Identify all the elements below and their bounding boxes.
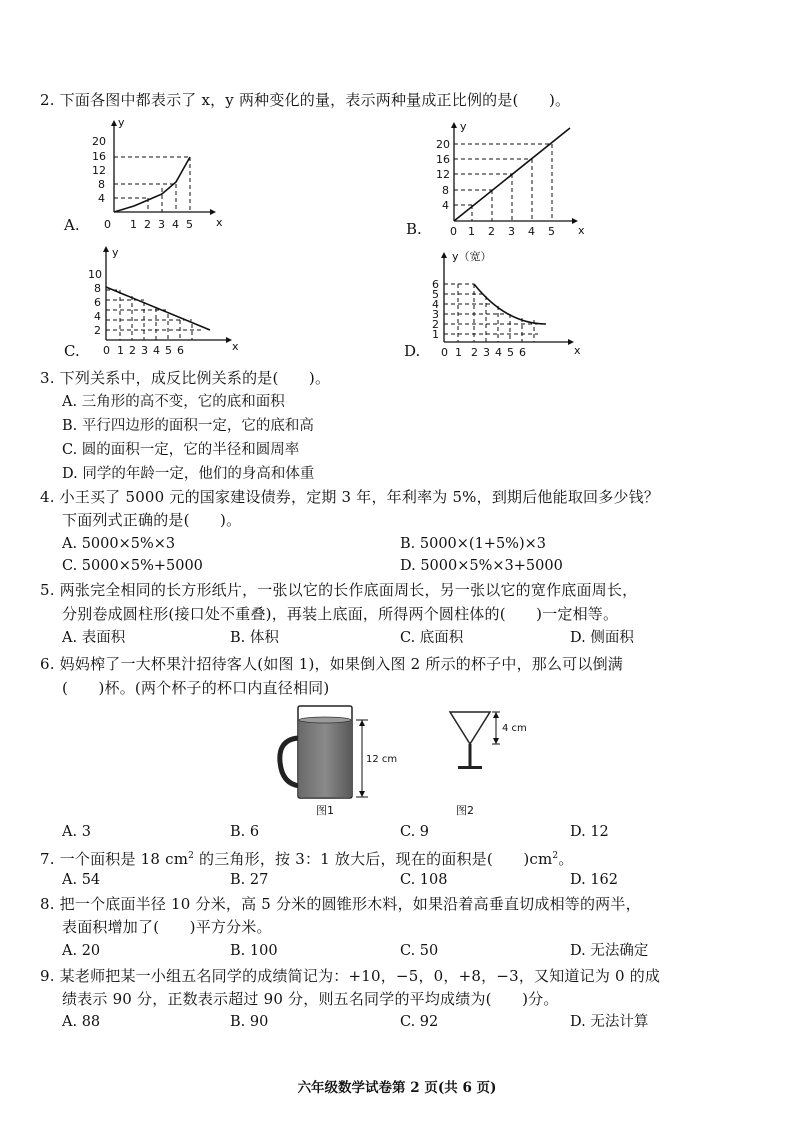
graph-d-xtick: 3	[483, 346, 490, 359]
graph-a	[90, 118, 230, 233]
q3-option-a: A. 三角形的高不变，它的底和面积	[62, 394, 285, 410]
graph-a-ytick: 16	[92, 150, 106, 163]
q7-option-a: A. 54	[62, 872, 101, 888]
graph-b-xtick: 5	[548, 225, 555, 238]
graph-c-xtick: 1	[117, 344, 124, 357]
graph-a-label: A.	[64, 216, 80, 234]
graph-d-xtick: 2	[471, 346, 478, 359]
graph-c-ytick: 4	[94, 310, 101, 323]
graph-d-ytick: 3	[432, 308, 439, 321]
q7-stem-part3: 。	[558, 850, 574, 868]
graph-d-xtick: 6	[519, 346, 526, 359]
graph-d-xtick: 5	[507, 346, 514, 359]
q9-stem-line2: 绩表示 90 分，正数表示超过 90 分，则五名同学的平均成绩为( )分。	[62, 990, 559, 1008]
graph-c-xname: x	[232, 340, 239, 353]
graph-b	[432, 118, 592, 238]
q8-stem-line2: 表面积增加了( )平方分米。	[62, 918, 272, 936]
q6-option-b: B. 6	[230, 824, 260, 840]
q4-option-b: B. 5000×(1+5%)×3	[400, 536, 546, 552]
graph-c-yname: y	[112, 246, 119, 259]
graph-d-ytick: 6	[432, 278, 439, 291]
graph-b-label: B.	[406, 220, 422, 238]
graph-c-xtick: 6	[177, 344, 184, 357]
q7-unit-superscript: 2	[188, 851, 195, 861]
q7-stem-part2: 的三角形，按 3：1 放大后，现在的面积是( )cm	[194, 850, 553, 868]
q7-stem-part1: 7. 一个面积是 18 cm	[40, 850, 189, 868]
graph-b-xtick: 0	[450, 225, 457, 238]
graph-c-ytick: 2	[94, 324, 101, 337]
q7-option-c: C. 108	[400, 872, 448, 888]
q5-option-d: D. 侧面积	[570, 630, 634, 646]
q4-option-a: A. 5000×5%×3	[62, 536, 176, 552]
q6-option-a: A. 3	[62, 824, 91, 840]
graph-c-xtick: 0	[103, 344, 110, 357]
q7-unit-superscript-2: 2	[552, 851, 559, 861]
figure-2-height: 4 cm	[502, 723, 527, 734]
q8-stem-line1: 8. 把一个底面半径 10 分米，高 5 分米的圆锥形木料，如果沿着高垂直切成相等的两半，	[40, 895, 641, 913]
graph-a-ytick: 20	[92, 135, 106, 148]
q5-stem-line2: 分别卷成圆柱形(接口处不重叠)，再装上底面，所得两个圆柱体的( )一定相等。	[62, 605, 619, 623]
graph-a-yname: y	[118, 116, 125, 129]
graph-a-xtick: 5	[186, 218, 193, 231]
graph-d	[428, 246, 588, 358]
q6-stem-line2: ( )杯。(两个杯子的杯口内直径相同)	[62, 679, 330, 697]
q8-option-b: B. 100	[230, 943, 278, 959]
q5-option-c: C. 底面积	[400, 630, 464, 646]
q8-option-c: C. 50	[400, 943, 439, 959]
graph-b-xtick: 4	[528, 225, 535, 238]
q3-option-d: D. 同学的年龄一定，他们的身高和体重	[62, 466, 315, 482]
q4-stem-line2: 下面列式正确的是( )。	[62, 511, 242, 529]
graph-d-ytick: 1	[432, 328, 439, 341]
graph-c-ytick: 10	[88, 268, 102, 281]
graph-c-xtick: 2	[129, 344, 136, 357]
graph-d-label: D.	[404, 342, 421, 360]
graph-b-ytick: 12	[436, 168, 450, 181]
graph-b-ytick: 20	[436, 138, 450, 151]
q6-option-d: D. 12	[570, 824, 609, 840]
q9-option-d: D. 无法计算	[570, 1014, 649, 1030]
graph-c-ytick: 8	[94, 282, 101, 295]
q7-option-b: B. 27	[230, 872, 269, 888]
q4-stem-line1: 4. 小王买了 5000 元的国家建设债券，定期 3 年，年利率为 5%，到期后他能取回多少钱？	[40, 488, 660, 506]
graph-d-ytick: 4	[432, 298, 439, 311]
graph-c-xtick: 4	[153, 344, 160, 357]
graph-d-xtick: 1	[455, 346, 462, 359]
figure-1-height: 12 cm	[366, 754, 398, 765]
graph-d-xtick: 0	[441, 346, 448, 359]
graph-d-yname: y（宽）	[452, 250, 492, 263]
graph-d-ytick: 5	[432, 288, 439, 301]
graph-a-xtick: 0	[104, 218, 111, 231]
graph-b-xname: x	[578, 224, 585, 237]
q5-stem-line1: 5. 两张完全相同的长方形纸片，一张以它的长作底面周长，另一张以它的宽作底面周长，	[40, 581, 638, 599]
q9-option-c: C. 92	[400, 1014, 439, 1030]
graph-c-xtick: 3	[141, 344, 148, 357]
graph-b-xtick: 3	[508, 225, 515, 238]
q3-option-b: B. 平行四边形的面积一定，它的底和高	[62, 418, 314, 434]
graph-a-xtick: 3	[158, 218, 165, 231]
graph-b-xtick: 2	[488, 225, 495, 238]
q8-option-a: A. 20	[62, 943, 101, 959]
q4-option-d: D. 5000×5%×3+5000	[400, 558, 563, 574]
figure-1-mug	[270, 700, 398, 820]
graph-d-ytick: 2	[432, 318, 439, 331]
q3-stem: 3. 下列关系中，成反比例关系的是( )。	[40, 369, 331, 387]
q8-option-d: D. 无法确定	[570, 943, 649, 959]
q4-option-c: C. 5000×5%+5000	[62, 558, 203, 574]
figure-2-glass	[440, 700, 550, 820]
graph-a-xtick: 4	[172, 218, 179, 231]
graph-c-ytick: 6	[94, 296, 101, 309]
q2-stem: 2. 下面各图中都表示了 x，y 两种变化的量，表示两种量成正比例的是( )。	[40, 91, 571, 109]
graph-a-ytick: 4	[98, 192, 105, 205]
graph-a-ytick: 12	[92, 164, 106, 177]
q6-option-c: C. 9	[400, 824, 430, 840]
figure-1-caption: 图1	[316, 804, 334, 817]
graph-d-xtick: 4	[495, 346, 502, 359]
q7-option-d: D. 162	[570, 872, 619, 888]
q5-option-b: B. 体积	[230, 630, 279, 646]
graph-a-xtick: 2	[144, 218, 151, 231]
q7-stem	[40, 846, 574, 869]
q9-option-b: B. 90	[230, 1014, 269, 1030]
page-footer: 六年级数学试卷第 2 页(共 6 页)	[297, 1080, 497, 1096]
graph-c	[86, 246, 246, 358]
graph-b-ytick: 16	[436, 153, 450, 166]
q5-option-a: A. 表面积	[62, 630, 126, 646]
graph-d-xname: x	[574, 344, 581, 357]
graph-b-ytick: 8	[442, 184, 449, 197]
graph-a-xtick: 1	[130, 218, 137, 231]
q6-stem-line1: 6. 妈妈榨了一大杯果汁招待客人(如图 1)，如果倒入图 2 所示的杯子中，那么可以倒满	[40, 655, 623, 673]
figure-2-caption: 图2	[456, 804, 474, 817]
graph-a-xname: x	[216, 216, 223, 229]
q9-option-a: A. 88	[62, 1014, 101, 1030]
graph-b-ytick: 4	[442, 199, 449, 212]
q3-option-c: C. 圆的面积一定，它的半径和圆周率	[62, 442, 300, 458]
q9-stem-line1: 9. 某老师把某一小组五名同学的成绩简记为：+10，−5，0，+8，−3，又知道记为 0 的成	[40, 967, 661, 985]
graph-c-label: C.	[64, 342, 80, 360]
graph-b-yname: y	[460, 120, 467, 133]
graph-b-xtick: 1	[468, 225, 475, 238]
graph-c-xtick: 5	[165, 344, 172, 357]
graph-a-ytick: 8	[98, 178, 105, 191]
